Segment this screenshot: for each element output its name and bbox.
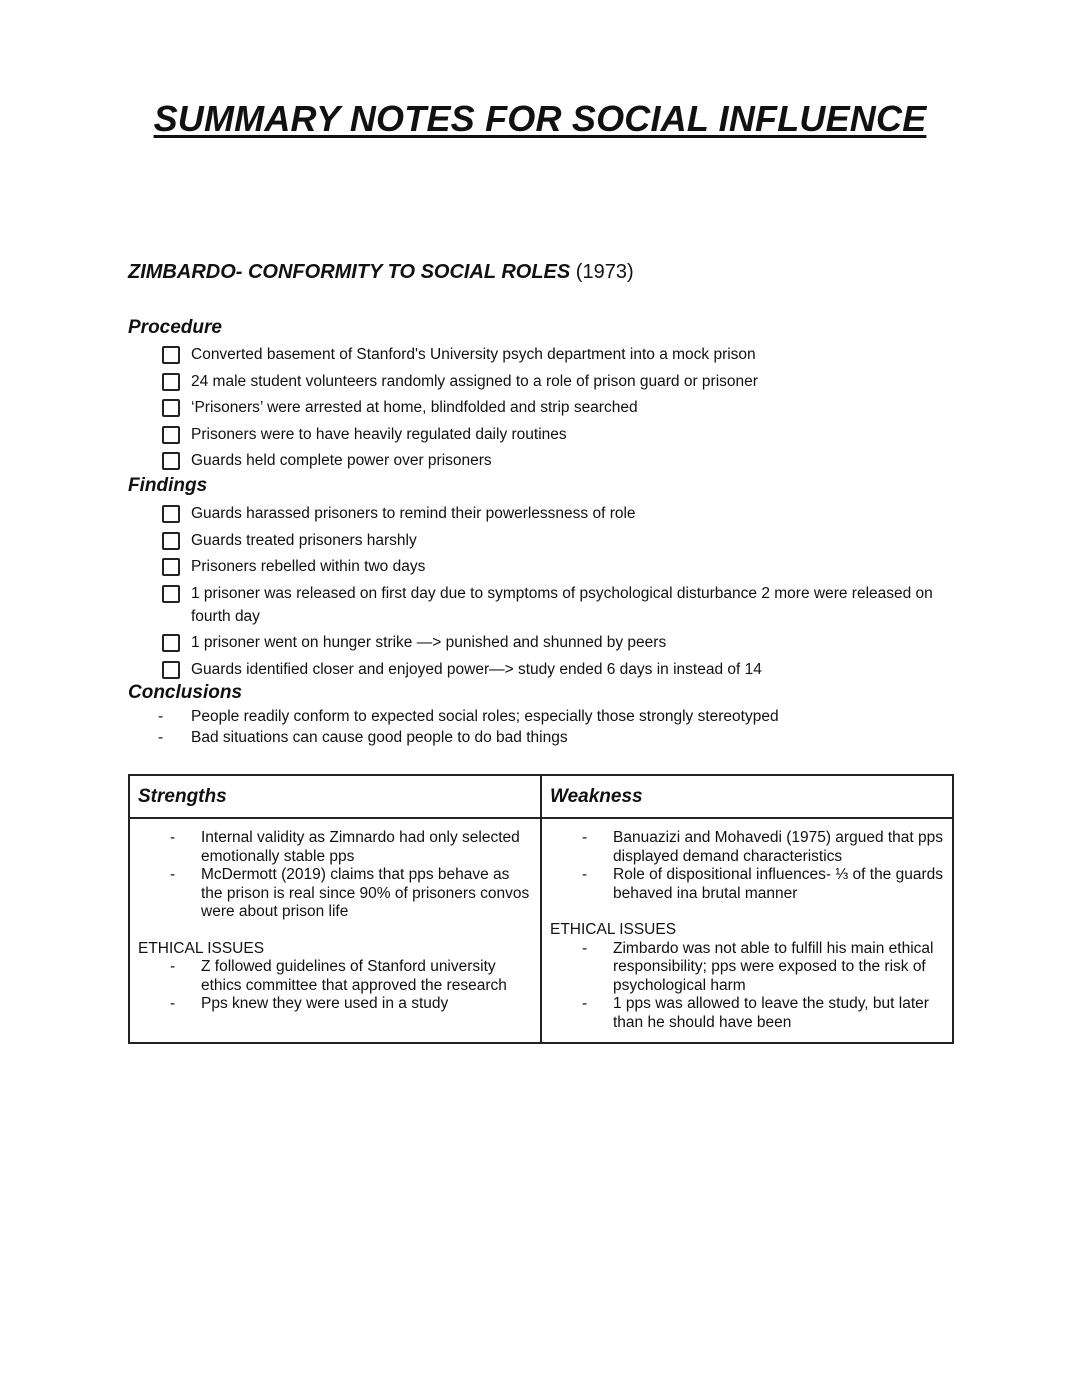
findings-item-text: 1 prisoner was released on first day due to symptoms of psychological disturbance 2 more were released on fourth day: [191, 584, 933, 625]
procedure-item-text: Converted basement of Stanford's University psych department into a mock prison: [191, 346, 756, 363]
procedure-item: [162, 370, 962, 393]
procedure-item-text: Prisoners were to have heavily regulated daily routines: [191, 425, 567, 443]
weakness-heading: Weakness: [541, 775, 953, 818]
weakness-cell: [541, 818, 953, 1043]
findings-item: [162, 555, 962, 578]
weakness-points: [550, 829, 944, 903]
evaluation-body-row: [129, 818, 953, 1043]
page-title: SUMMARY NOTES FOR SOCIAL INFLUENCE: [153, 98, 927, 139]
findings-item-text: Guards identified closer and enjoyed power—> study ended 6 days in instead of 14: [191, 660, 762, 678]
strengths-ethical-points: [138, 958, 532, 1014]
findings-item-text: 1 prisoner went on hunger strike —> punished and shunned by peers: [191, 634, 667, 651]
findings-item: [162, 631, 962, 654]
findings-item: [162, 582, 962, 628]
checkbox-icon[interactable]: [162, 585, 180, 603]
strength-ethical-point: - Pps knew they were used in a study: [138, 995, 532, 1014]
findings-item: [162, 502, 962, 525]
strength-point: - Internal validity as Zimnardo had only selected emotionally stable pps: [138, 829, 532, 866]
strengths-ethical-heading: ETHICAL ISSUES: [138, 939, 265, 957]
strength-ethical-point: - Z followed guidelines of Stanford university ethics committee that approved the research: [138, 958, 532, 995]
section-heading: [128, 261, 634, 284]
findings-item-text: Guards harassed prisoners to remind their powerlessness of role: [191, 505, 636, 522]
strength-point: - McDermott (2019) claims that pps behave as the prison is real since 90% of prisoners convos were about prison life: [138, 866, 532, 922]
strengths-heading: Strengths: [129, 775, 541, 818]
conclusions-list: [158, 706, 958, 748]
checkbox-icon[interactable]: [162, 452, 180, 470]
procedure-item: [162, 396, 962, 419]
procedure-list: [162, 343, 962, 476]
weakness-point: - Banuazizi and Mohavedi (1975) argued that pps displayed demand characteristics: [550, 829, 944, 866]
section-year: (1973): [575, 261, 634, 283]
weakness-point: - Role of dispositional influences- ⅓ of the guards behaved ina brutal manner: [550, 866, 944, 903]
procedure-item: [162, 343, 962, 366]
checkbox-icon[interactable]: [162, 661, 180, 679]
checkbox-icon[interactable]: [162, 373, 180, 391]
section-heading-text: ZIMBARDO- CONFORMITY TO SOCIAL ROLES: [128, 261, 571, 283]
findings-item-text: Guards treated prisoners harshly: [191, 531, 417, 549]
findings-item: [162, 658, 962, 681]
checkbox-icon[interactable]: [162, 532, 180, 550]
checkbox-icon[interactable]: [162, 426, 180, 444]
findings-item: [162, 529, 962, 552]
findings-list: [162, 502, 962, 684]
evaluation-table: [128, 774, 954, 1044]
procedure-item-text: ‘Prisoners’ were arrested at home, blindfolded and strip searched: [191, 399, 638, 416]
checkbox-icon[interactable]: [162, 346, 180, 364]
checkbox-icon[interactable]: [162, 505, 180, 523]
weakness-ethical-points: [550, 940, 944, 1033]
weakness-ethical-point: - Zimbardo was not able to fulfill his main ethical responsibility; pps were exposed to the risk of psychological harm: [550, 940, 944, 996]
conclusions-heading: Conclusions: [128, 682, 243, 703]
conclusions-item: - People readily conform to expected social roles; especially those strongly stereotyped: [158, 706, 958, 727]
conclusions-item: - Bad situations can cause good people to do bad things: [158, 727, 958, 748]
strengths-cell: [129, 818, 541, 1043]
procedure-item: [162, 423, 962, 446]
procedure-item: [162, 449, 962, 472]
checkbox-icon[interactable]: [162, 558, 180, 576]
findings-item-text: Prisoners rebelled within two days: [191, 558, 426, 575]
checkbox-icon[interactable]: [162, 634, 180, 652]
evaluation-header-row: [129, 775, 953, 818]
findings-heading: Findings: [128, 475, 208, 496]
procedure-heading: Procedure: [128, 317, 222, 338]
procedure-item-text: 24 male student volunteers randomly assigned to a role of prison guard or prisoner: [191, 372, 758, 390]
checkbox-icon[interactable]: [162, 399, 180, 417]
procedure-item-text: Guards held complete power over prisoners: [191, 452, 492, 469]
strengths-points: [138, 829, 532, 922]
weakness-ethical-heading: ETHICAL ISSUES: [550, 921, 677, 938]
weakness-ethical-point: - 1 pps was allowed to leave the study, but later than he should have been: [550, 995, 944, 1032]
